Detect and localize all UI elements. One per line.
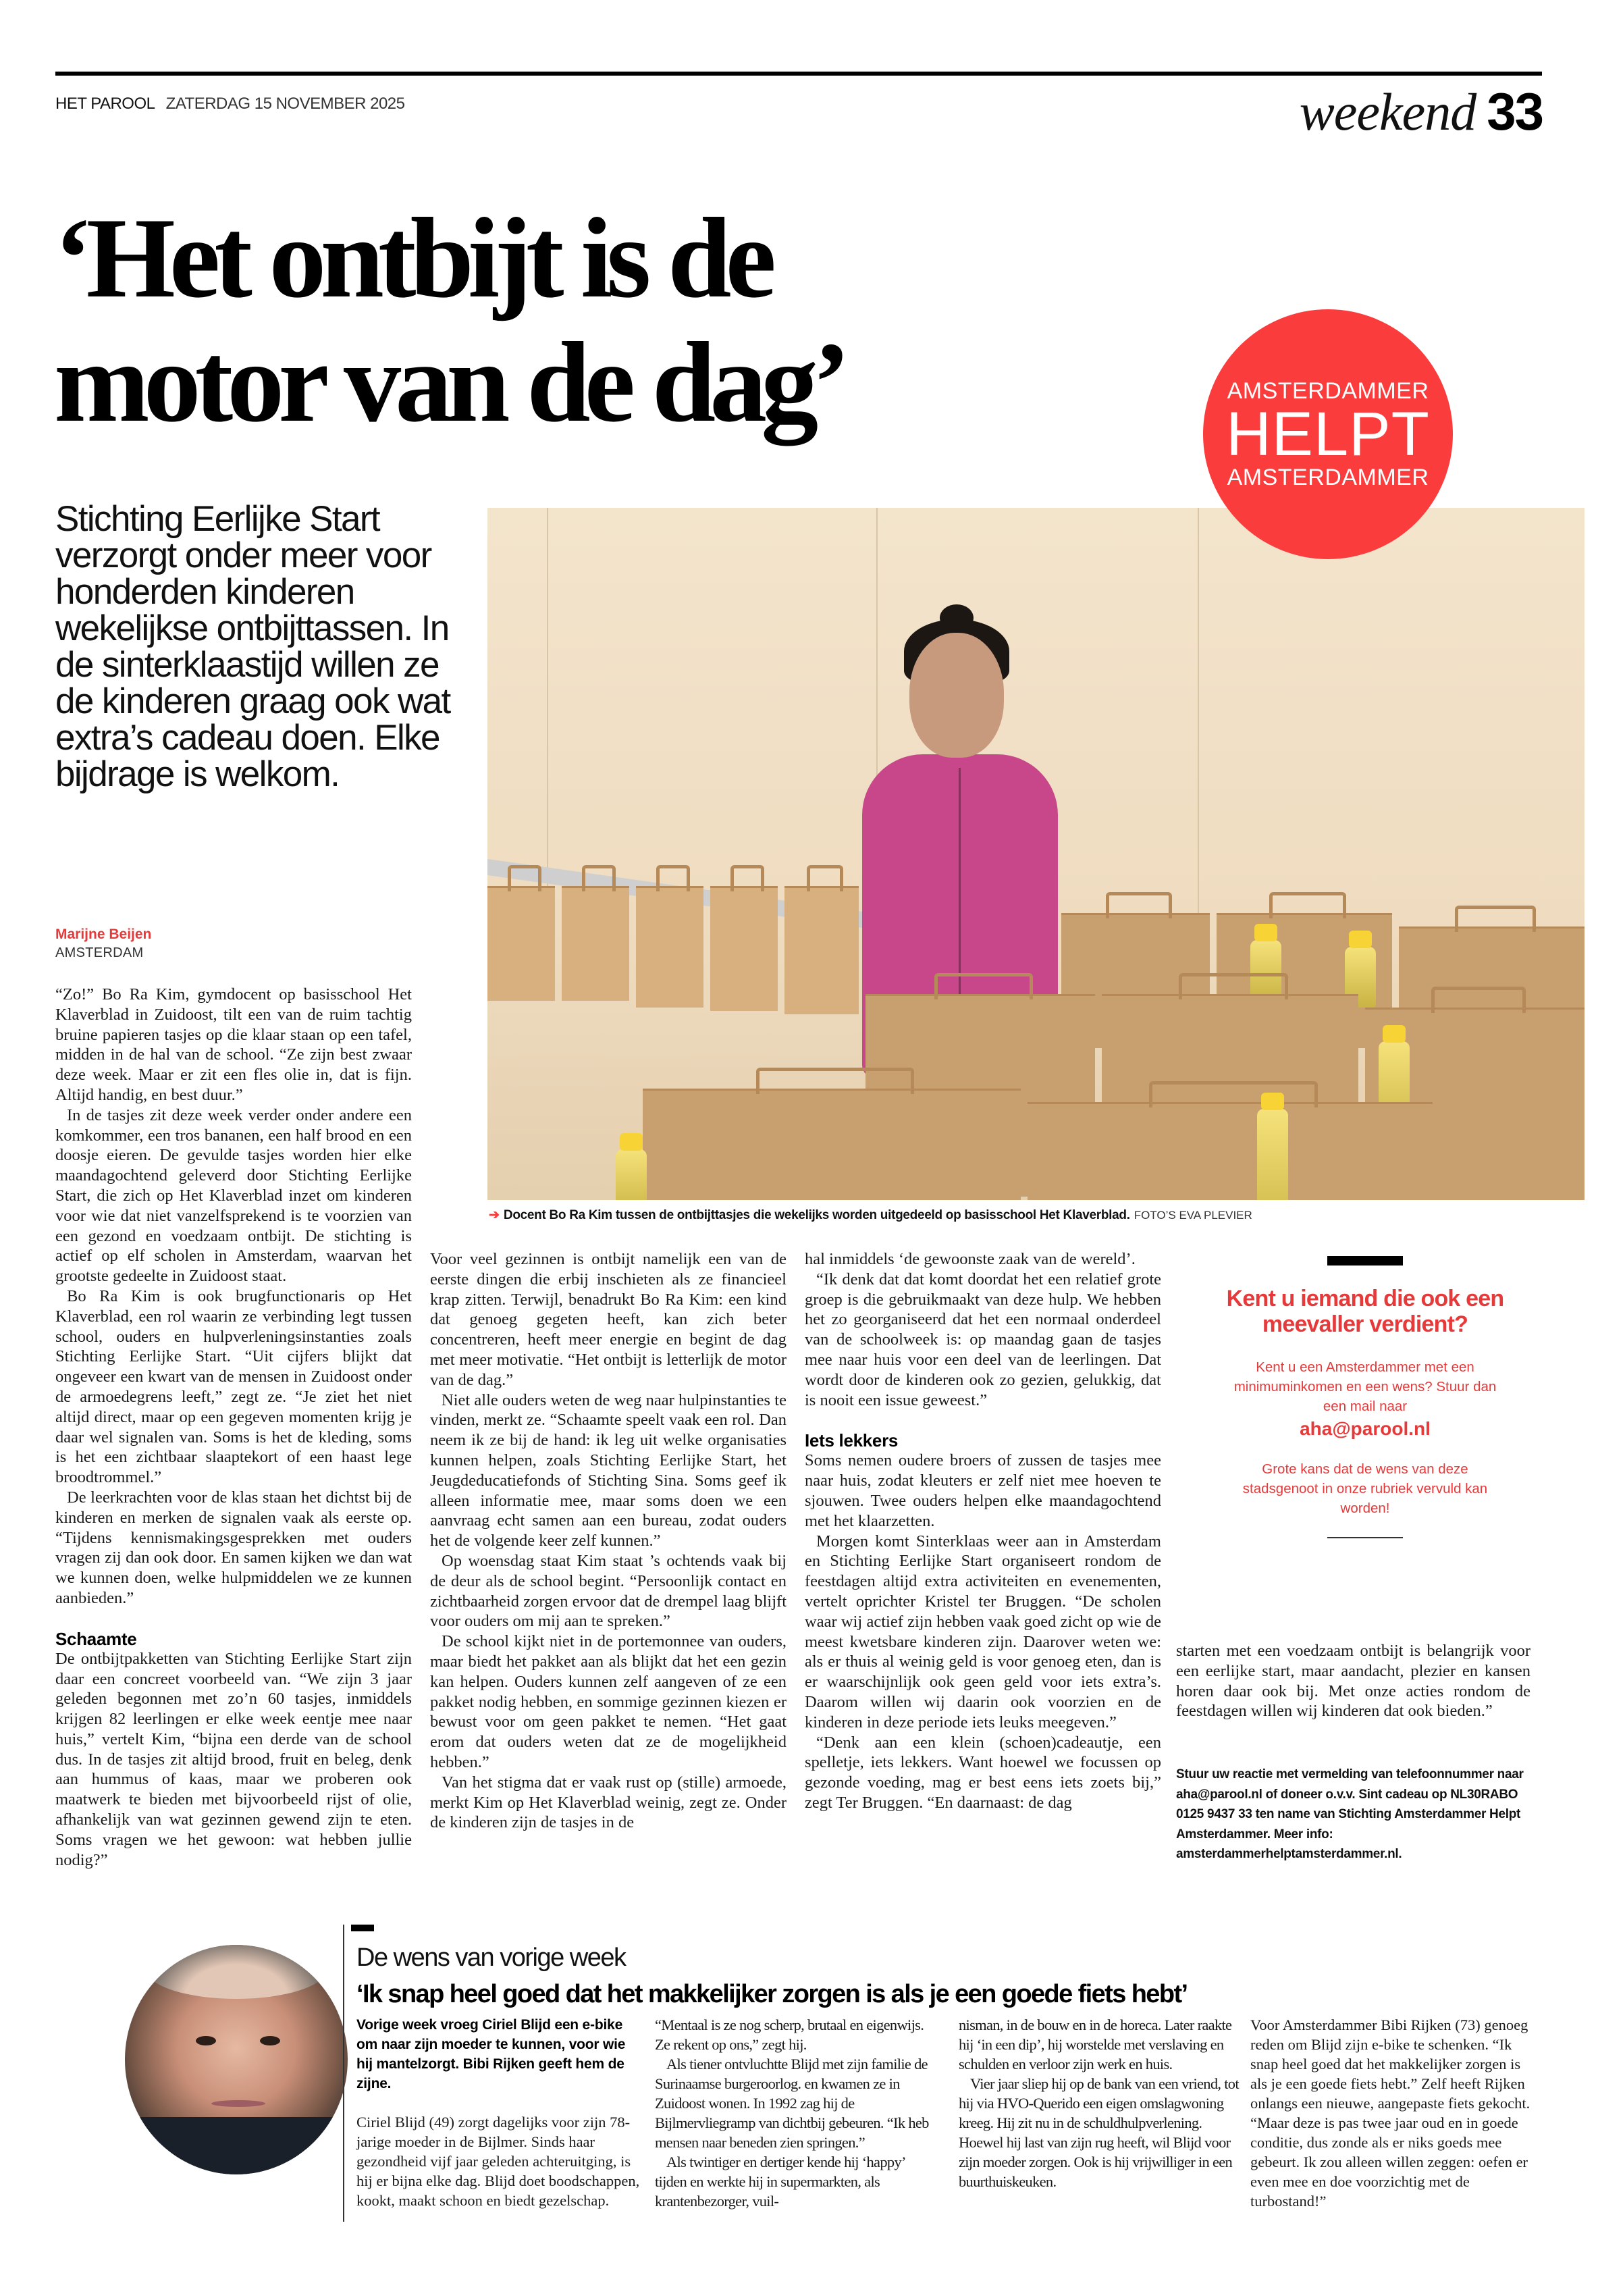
callout-rule (1327, 1537, 1403, 1538)
portrait-bibi-rijken (125, 1945, 348, 2174)
main-photo (487, 508, 1584, 1200)
oil-bottle (1257, 1109, 1288, 1200)
badge-middle: HELPT (1226, 400, 1430, 469)
paragraph: Niet alle ouders weten de weg naar hulpinstanties te vinden, merkt ze. “Schaamte speelt vaak een rol. Dan neem ik ze bij de hand: ik leg uit welke organisaties kunnen helpen, zoals Stichting Eerlijke Start, het Jeugdeducatiefonds of Stichting Sina. Soms geef ik alleen informatie mee, maar soms doen we een aanvraag echt samen aan een bureau, zodat ouders het de volgende keer zelf kunnen.” (430, 1390, 787, 1550)
article-column-2 (430, 1249, 787, 1833)
callout-bar (1327, 1256, 1403, 1266)
bottom-divider (343, 1925, 344, 2222)
caption-text: Docent Bo Ra Kim tussen de ontbijttasjes die wekelijks worden uitgedeeld op basisschool Het Klaverblad. (503, 1208, 1130, 1222)
paragraph: Bo Ra Kim is ook brugfunctionaris op Het Klaverblad, een rol waarin ze verbinding legt tussen school, ouders en hulpverleningsinstanties zoals Stichting Eerlijke Start. “Uit cijfers blijkt dat ongeveer een kwart van de mensen in Zuidoost onder de armoedegrens leeft,” zegt ze. “Je ziet het niet altijd direct, maar op een gegeven momenten krijg je daar wel signalen van. Soms is het de kleding, soms is het een zichtbaar slaaptekort of een haast lege broodtrommel.” (55, 1286, 412, 1487)
paper-bag (643, 1089, 1021, 1200)
paragraph: De leerkrachten voor de klas staan het dichtst bij de kinderen en merken de signalen vaak als eerste op. “Tijdens kennismakingsgesprekken met ouders vragen zij dan ook door. En samen kijken we dan wat we kunnen doen, welke hulpmiddelen we ze kunnen aanbieden.” (55, 1488, 412, 1607)
top-rule (55, 72, 1542, 76)
photo-credit: FOTO’S EVA PLEVIER (1134, 1209, 1252, 1222)
paper-bag (710, 886, 778, 1011)
byline (55, 927, 151, 961)
paragraph: “Zo!” Bo Ra Kim, gymdocent op basisschool Het Klaverblad in Zuidoost, tilt een van de ruim tachtig bruine papieren tasjes op die klaar staan op een tafel, midden in de hal van de school. “Ze zijn best zwaar deze week. Maar er zit een fles olie in, dat is fijn. Altijd handig, en best duur.” (55, 985, 412, 1104)
paper-bag (636, 886, 703, 1008)
paragraph: Ciriel Blijd (49) zorgt dagelijks voor zijn 78-jarige moeder in de Bijlmer. Sinds haar gezondheid vijf jaar geleden achteruitging, is hij er bijna elke dag. Blijd doet boodschappen, kookt, maakt schoon en biedt gezelschap. (356, 2114, 640, 2209)
badge-top: AMSTERDAMMER (1227, 378, 1429, 404)
paragraph: “Denk aan een klein (schoen)cadeautje, een spelletje, iets lekkers. Want hoewel we focussen op gezonde voeding, mag er best eens iets zoets bij,” zegt Ter Bruggen. “En daarnaast: de dag (805, 1733, 1161, 1812)
paragraph: “Ik denk dat dat komt doordat het een relatief grote groep is die gebruikmaakt van deze hulp. We hebben het zo georganiseerd dat het een normaal onderdeel van de schoolweek is: op maandag gaan de tasjes mee naar huis voor een deel van de leerlingen. Dat wordt door de kinderen ook zo gezien, gelukkig, dat is nooit een issue geweest.” (805, 1270, 1161, 1409)
oil-bottle (616, 1149, 647, 1200)
photo-caption (489, 1207, 1252, 1223)
page-number: 33 (1487, 82, 1543, 141)
paragraph: Op woensdag staat Kim staat ’s ochtends vaak bij de deur als de school begint. “Persoonlijk contact en zichtbaarheid zorgen ervoor dat de drempel laag blijft voor ouders om mij aan te spreken.” (430, 1551, 787, 1631)
paragraph: De school kijkt niet in de portemonnee van ouders, maar biedt het pakket aan als blijkt dat het een gezin kan helpen. Ouders kunnen zelf aangeven of ze een pakket nodig hebben, en sommige gezinnen kiezen er bewust voor om geen pakket te nemen. “Het gaat erom dat ouders weten dat ze de mogelijkheid hebben.” (430, 1632, 787, 1771)
paper-bag (487, 886, 555, 1001)
section-name: weekend (1299, 82, 1476, 141)
amsterdammer-helpt-badge (1203, 309, 1453, 559)
dateline: AMSTERDAM (55, 945, 144, 960)
masthead-left (55, 95, 405, 113)
previous-wish-column-2 (655, 2015, 938, 2211)
subheading-iets-lekkers: Iets lekkers (805, 1430, 899, 1451)
intro-text: Stichting Eerlijke Start verzorgt onder meer voor honderden kinderen wekelijkse ontbijttassen. In de sinterklaastijd willen ze de kinderen graag ook wat extra’s cadeau doen. Elke bijdrage is welkom. (55, 499, 450, 794)
previous-wish-columns-2-3 (655, 2015, 1242, 2211)
previous-wish-lead: Vorige week vroeg Ciriel Blijd een e-bike om naar zijn moeder te kunnen, voor wie hij mantelzorgt. Bibi Rijken geeft hem de zijne. (356, 2017, 626, 2091)
masthead-right (1300, 81, 1543, 142)
callout-text: Kent u een Amsterdammer met een minimuminkomen en een wens? Stuur dan een mail naar (1233, 1359, 1497, 1414)
callout-text-2: Grote kans dat de wens van deze stadsgenoot in onze rubriek vervuld kan worden! (1242, 1461, 1488, 1516)
paragraph: Van het stigma dat er vaak rust op (stille) armoede, merkt Kim op Het Klaverblad weinig, zegt ze. Onder de kinderen zijn de tasjes in de (430, 1773, 787, 1832)
newspaper-name: HET PAROOL (55, 95, 155, 113)
paragraph: Soms nemen oudere broers of zussen de tasjes mee naar huis, zodat kleuters er zelf niet mee hoeven te sjouwen. Twee ouders helpen elke maandagochtend met het klaarzetten. (805, 1451, 1161, 1530)
badge-bottom: AMSTERDAMMER (1227, 465, 1429, 490)
paragraph: nisman, in de bouw en in de horeca. Later raakte hij ‘in een dip’, hij worstelde met verslaving en schulden en verloor zijn werk en huis. (959, 2016, 1232, 2072)
paragraph: Morgen komt Sinterklaas weer aan in Amsterdam en Stichting Eerlijke Start organiseert rondom de feestdagen altijd extra activiteiten en evenementen, vertelt oprichter Kristel ter Bruggen. “De scholen waar wij actief zijn hebben vaak goed zicht op wie de meest kwetsbare kinderen zijn. Daarover weten we: als er thuis al weinig geld is voor genoeg eten, dan is er waarschijnlijk ook geen geld voor iets extra’s. Daarom willen wij daarin ook voorzien en de kinderen in deze periode iets leuks meegeven.” (805, 1532, 1161, 1731)
headline-line-2: motor van de dag’ (54, 319, 845, 446)
bottom-tab-mark (351, 1925, 374, 1931)
paragraph: De ontbijtpakketten van Stichting Eerlijke Start zijn daar een concreet voorbeeld van. “We zijn 3 jaar geleden begonnen met zo’n 60 tasjes, inmiddels krijgen 82 leerlingen er elke week eentje mee naar huis,” vertelt Kim, “bijna een derde van de school dus. In de tasjes zit altijd brood, fruit en beleg, denk aan hummus of kaas, maar we proberen ook maatwerk te bieden met bijvoorbeeld rijst of olie, afhankelijk van wat gezinnen gewend zijn te eten. Soms vragen we het gewoon: wat hebben jullie nodig?” (55, 1649, 412, 1869)
subheading-schaamte: Schaamte (55, 1628, 137, 1649)
paragraph: hal inmiddels ‘de gewoonste zaak van de wereld’. (805, 1250, 1136, 1268)
paragraph: Voor Amsterdammer Bibi Rijken (73) genoeg reden om Blijd zijn e-bike te schenken. “Ik snap heel goed dat het makkelijker zorgen is als je een goede fiets hebt.” Zelf heeft Rijken onlangs een nieuwe, aangepaste fiets gekocht. “Maar deze is pas twee jaar oud en in goede conditie, dus zonde als er niks goeds mee gebeurt. Ik zou alleen willen zeggen: oefen er even mee en doe voorzichtig met de turbostand!” (1250, 2016, 1530, 2210)
previous-wish-column-4 (1250, 2015, 1541, 2211)
paragraph: “Mentaal is ze nog scherp, brutaal en eigenwijs. Ze rekent op ons,” zegt hij. (655, 2016, 924, 2053)
paragraph: In de tasjes zit deze week verder onder andere een komkommer, een tros bananen, een half brood en een doosje eieren. De gevulde tasjes worden hier elke maandagochtend geleverd door Stichting Eerlijke Start, die zich op Het Klaverblad inzet om kinderen voor wie dat niet vanzelfsprekend is te voorzien van een gezond en voedzaam ontbijt. De stichting is actief op elf scholen in Amsterdam, waarvan het grootste gedeelte in Zuidoost staat. (55, 1105, 412, 1286)
paper-bag (784, 886, 859, 1014)
headline-line-1: ‘Het ontbijt is de (54, 194, 770, 321)
previous-wish-column-1 (356, 2112, 640, 2210)
headline (54, 196, 1202, 444)
article-column-4 (1176, 1641, 1530, 1721)
paragraph: starten met een voedzaam ontbijt is belangrijk voor een eerlijke start, maar aandacht, plezier en kansen horen daar ook bij. Met onze acties rondom de feestdagen willen wij kinderen dat ook bieden.” (1176, 1642, 1530, 1721)
paragraph: Als twintiger en dertiger kende hij ‘happy’ tijden en werkte hij in supermarkten, als krantenbezorger, vuil- (655, 2154, 905, 2210)
article-column-1 (55, 985, 412, 1870)
paper-bag (562, 886, 629, 1001)
wall-panel-line (1198, 508, 1199, 940)
callout-email-link[interactable]: aha@parool.nl (1300, 1418, 1431, 1439)
author-name: Marijne Beijen (55, 927, 152, 942)
paragraph: Vier jaar sliep hij op de bank van een vriend, tot hij via HVO-Querido een eigen omslagwoning kreeg. Hij zit nu in de schuldhulpverlening. Hoewel hij last van zijn rug heeft, wil Blijd voor zijn moeder zorgen. Ook is hij vrijwilliger in een buurthuiskeuken. (959, 2075, 1239, 2190)
previous-wish-kicker: De wens van vorige week (356, 1943, 626, 1972)
previous-wish-headline: ‘Ik snap heel goed dat het makkelijker zorgen is als je een goede fiets hebt’ (356, 1980, 1188, 2008)
previous-wish-column-3 (959, 2015, 1242, 2211)
paragraph: Als tiener ontvluchtte Blijd met zijn familie de Surinaamse burgeroorlog. en kwamen ze in Zuidoost wonen. In 1992 zag hij de Bijlmervliegramp van dichtbij gebeuren. “Ik heb mensen naar beneden zien springen.” (655, 2056, 929, 2151)
callout-box (1223, 1256, 1507, 1538)
callout-title: Kent u iemand die ook een meevaller verdient? (1226, 1286, 1504, 1337)
arrow-right-icon: ➔ (489, 1208, 500, 1222)
article-column-3 (805, 1249, 1161, 1813)
issue-date: ZATERDAG 15 NOVEMBER 2025 (165, 95, 405, 113)
contact-info: Stuur uw reactie met vermelding van telefoonnummer naar aha@parool.nl of doneer o.v.v. Sint cadeau op NL30RABO 0125 9437 33 ten name van Stichting Amsterdammer Helpt Amsterdammer. Meer info: amsterdammerhelptamsterdammer.nl. (1176, 1767, 1524, 1862)
paragraph: Voor veel gezinnen is ontbijt namelijk een van de eerste dingen die erbij inschieten als ze financieel krap zitten. Terwijl, benadrukt Bo Ra Kim: een kind dat genoeg gegeten heeft, kan zich beter concentreren, heeft meer energie en begint de dag met meer motivatie. “Het ontbijt is letterlijk de motor van de dag.” (430, 1250, 787, 1389)
paper-bag (1028, 1102, 1433, 1200)
